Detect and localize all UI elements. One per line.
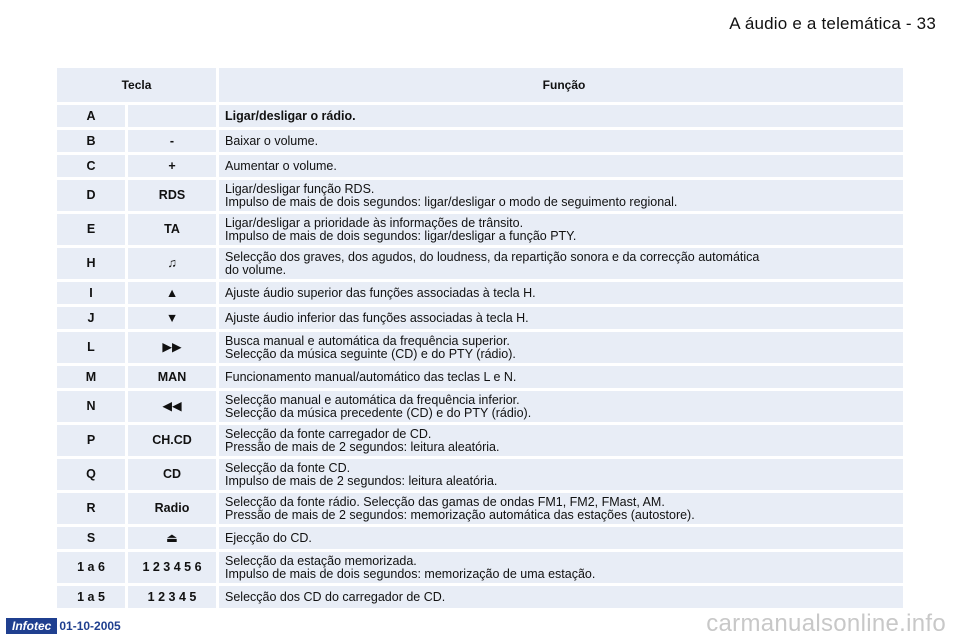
function-text: Impulso de mais de dois segundos: memorização de uma estação. (225, 566, 596, 581)
function-text: Impulso de mais de dois segundos: ligar/desligar o modo de seguimento regional. (225, 194, 678, 209)
infotec-logo: Infotec (6, 618, 57, 634)
key-cell: M (57, 366, 125, 388)
function-cell (219, 527, 903, 549)
symbol-cell: 1 2 3 4 5 (128, 586, 216, 608)
symbol-cell: - (128, 130, 216, 152)
function-text: Selecção dos CD do carregador de CD. (225, 589, 446, 604)
function-cell (219, 307, 903, 329)
column-header-funcao: Função (219, 68, 903, 102)
function-cell (219, 214, 903, 245)
symbol-cell: RDS (128, 180, 216, 211)
table-row (57, 391, 903, 422)
function-cell (219, 282, 903, 304)
function-text: Funcionamento manual/automático das teclas L e N. (225, 369, 517, 384)
key-cell: J (57, 307, 125, 329)
function-text: Selecção da fonte carregador de CD. (225, 426, 432, 441)
function-text: Selecção da estação memorizada. (225, 553, 417, 568)
function-cell (219, 552, 903, 583)
table-row (57, 214, 903, 245)
function-cell (219, 586, 903, 608)
symbol-cell: ▼ (128, 307, 216, 329)
function-text: Ligar/desligar função RDS. (225, 181, 375, 196)
symbol-cell: 1 2 3 4 5 6 (128, 552, 216, 583)
symbol-cell: TA (128, 214, 216, 245)
symbol-cell: ▲ (128, 282, 216, 304)
column-header-tecla: Tecla (57, 68, 216, 102)
function-text: Selecção manual e automática da frequência inferior. (225, 392, 520, 407)
key-cell: N (57, 391, 125, 422)
symbol-cell (128, 105, 216, 127)
table-row (57, 307, 903, 329)
table-row (57, 332, 903, 363)
key-cell: C (57, 155, 125, 177)
key-cell: S (57, 527, 125, 549)
table-row (57, 105, 903, 127)
table-row (57, 155, 903, 177)
table-row (57, 527, 903, 549)
table-row (57, 248, 903, 279)
key-cell: H (57, 248, 125, 279)
key-cell: 1 a 6 (57, 552, 125, 583)
function-cell (219, 105, 903, 127)
function-cell (219, 332, 903, 363)
function-cell (219, 155, 903, 177)
symbol-cell: CD (128, 459, 216, 490)
function-cell (219, 180, 903, 211)
footer (6, 618, 121, 634)
function-cell (219, 425, 903, 456)
symbol-cell: ▶▶ (128, 332, 216, 363)
function-cell (219, 366, 903, 388)
function-text: Impulso de mais de 2 segundos: leitura aleatória. (225, 473, 498, 488)
function-text: Ligar/desligar o rádio. (225, 108, 356, 123)
symbol-cell: ◀◀ (128, 391, 216, 422)
function-cell (219, 248, 903, 279)
key-cell: B (57, 130, 125, 152)
symbol-cell: ⏏ (128, 527, 216, 549)
function-table (57, 68, 903, 611)
table-row (57, 459, 903, 490)
function-text: Selecção da fonte CD. (225, 460, 351, 475)
function-cell (219, 459, 903, 490)
page-title: A áudio e a telemática - 33 (729, 14, 936, 33)
key-cell: A (57, 105, 125, 127)
table-row (57, 282, 903, 304)
function-text: Pressão de mais de 2 segundos: leitura aleatória. (225, 439, 500, 454)
table-row (57, 130, 903, 152)
function-cell (219, 130, 903, 152)
table-row (57, 493, 903, 524)
function-text: Aumentar o volume. (225, 158, 337, 173)
function-text: do volume. (225, 262, 287, 277)
table-header-row (57, 68, 903, 102)
function-cell (219, 493, 903, 524)
symbol-cell: + (128, 155, 216, 177)
key-cell: D (57, 180, 125, 211)
key-cell: P (57, 425, 125, 456)
symbol-cell: MAN (128, 366, 216, 388)
table-row (57, 366, 903, 388)
key-cell: Q (57, 459, 125, 490)
table-row (57, 425, 903, 456)
key-cell: R (57, 493, 125, 524)
function-text: Ligar/desligar a prioridade às informações de trânsito. (225, 215, 524, 230)
key-cell: E (57, 214, 125, 245)
function-cell (219, 391, 903, 422)
table-row (57, 180, 903, 211)
table-row (57, 586, 903, 608)
footer-date: 01-10-2005 (59, 619, 121, 633)
function-text: Ajuste áudio superior das funções associadas à tecla H. (225, 285, 536, 300)
symbol-cell: ♫ (128, 248, 216, 279)
watermark: carmanualsonline.info (706, 610, 946, 637)
symbol-cell: CH.CD (128, 425, 216, 456)
table-row (57, 552, 903, 583)
key-cell: L (57, 332, 125, 363)
function-text: Impulso de mais de dois segundos: ligar/desligar a função PTY. (225, 228, 577, 243)
function-text: Selecção da música seguinte (CD) e do PTY (rádio). (225, 346, 516, 361)
key-cell: I (57, 282, 125, 304)
function-text: Baixar o volume. (225, 133, 319, 148)
function-text: Selecção da fonte rádio. Selecção das gamas de ondas FM1, FM2, FMast, AM. (225, 494, 665, 509)
function-text: Selecção da música precedente (CD) e do PTY (rádio). (225, 405, 532, 420)
key-cell: 1 a 5 (57, 586, 125, 608)
function-text: Ejecção do CD. (225, 530, 312, 545)
function-text: Selecção dos graves, dos agudos, do loudness, da repartição sonora e da correcção automática (225, 249, 760, 264)
symbol-cell: Radio (128, 493, 216, 524)
function-text: Ajuste áudio inferior das funções associadas à tecla H. (225, 310, 529, 325)
function-text: Busca manual e automática da frequência superior. (225, 333, 510, 348)
function-text: Pressão de mais de 2 segundos: memorização automática das estações (autostore). (225, 507, 695, 522)
